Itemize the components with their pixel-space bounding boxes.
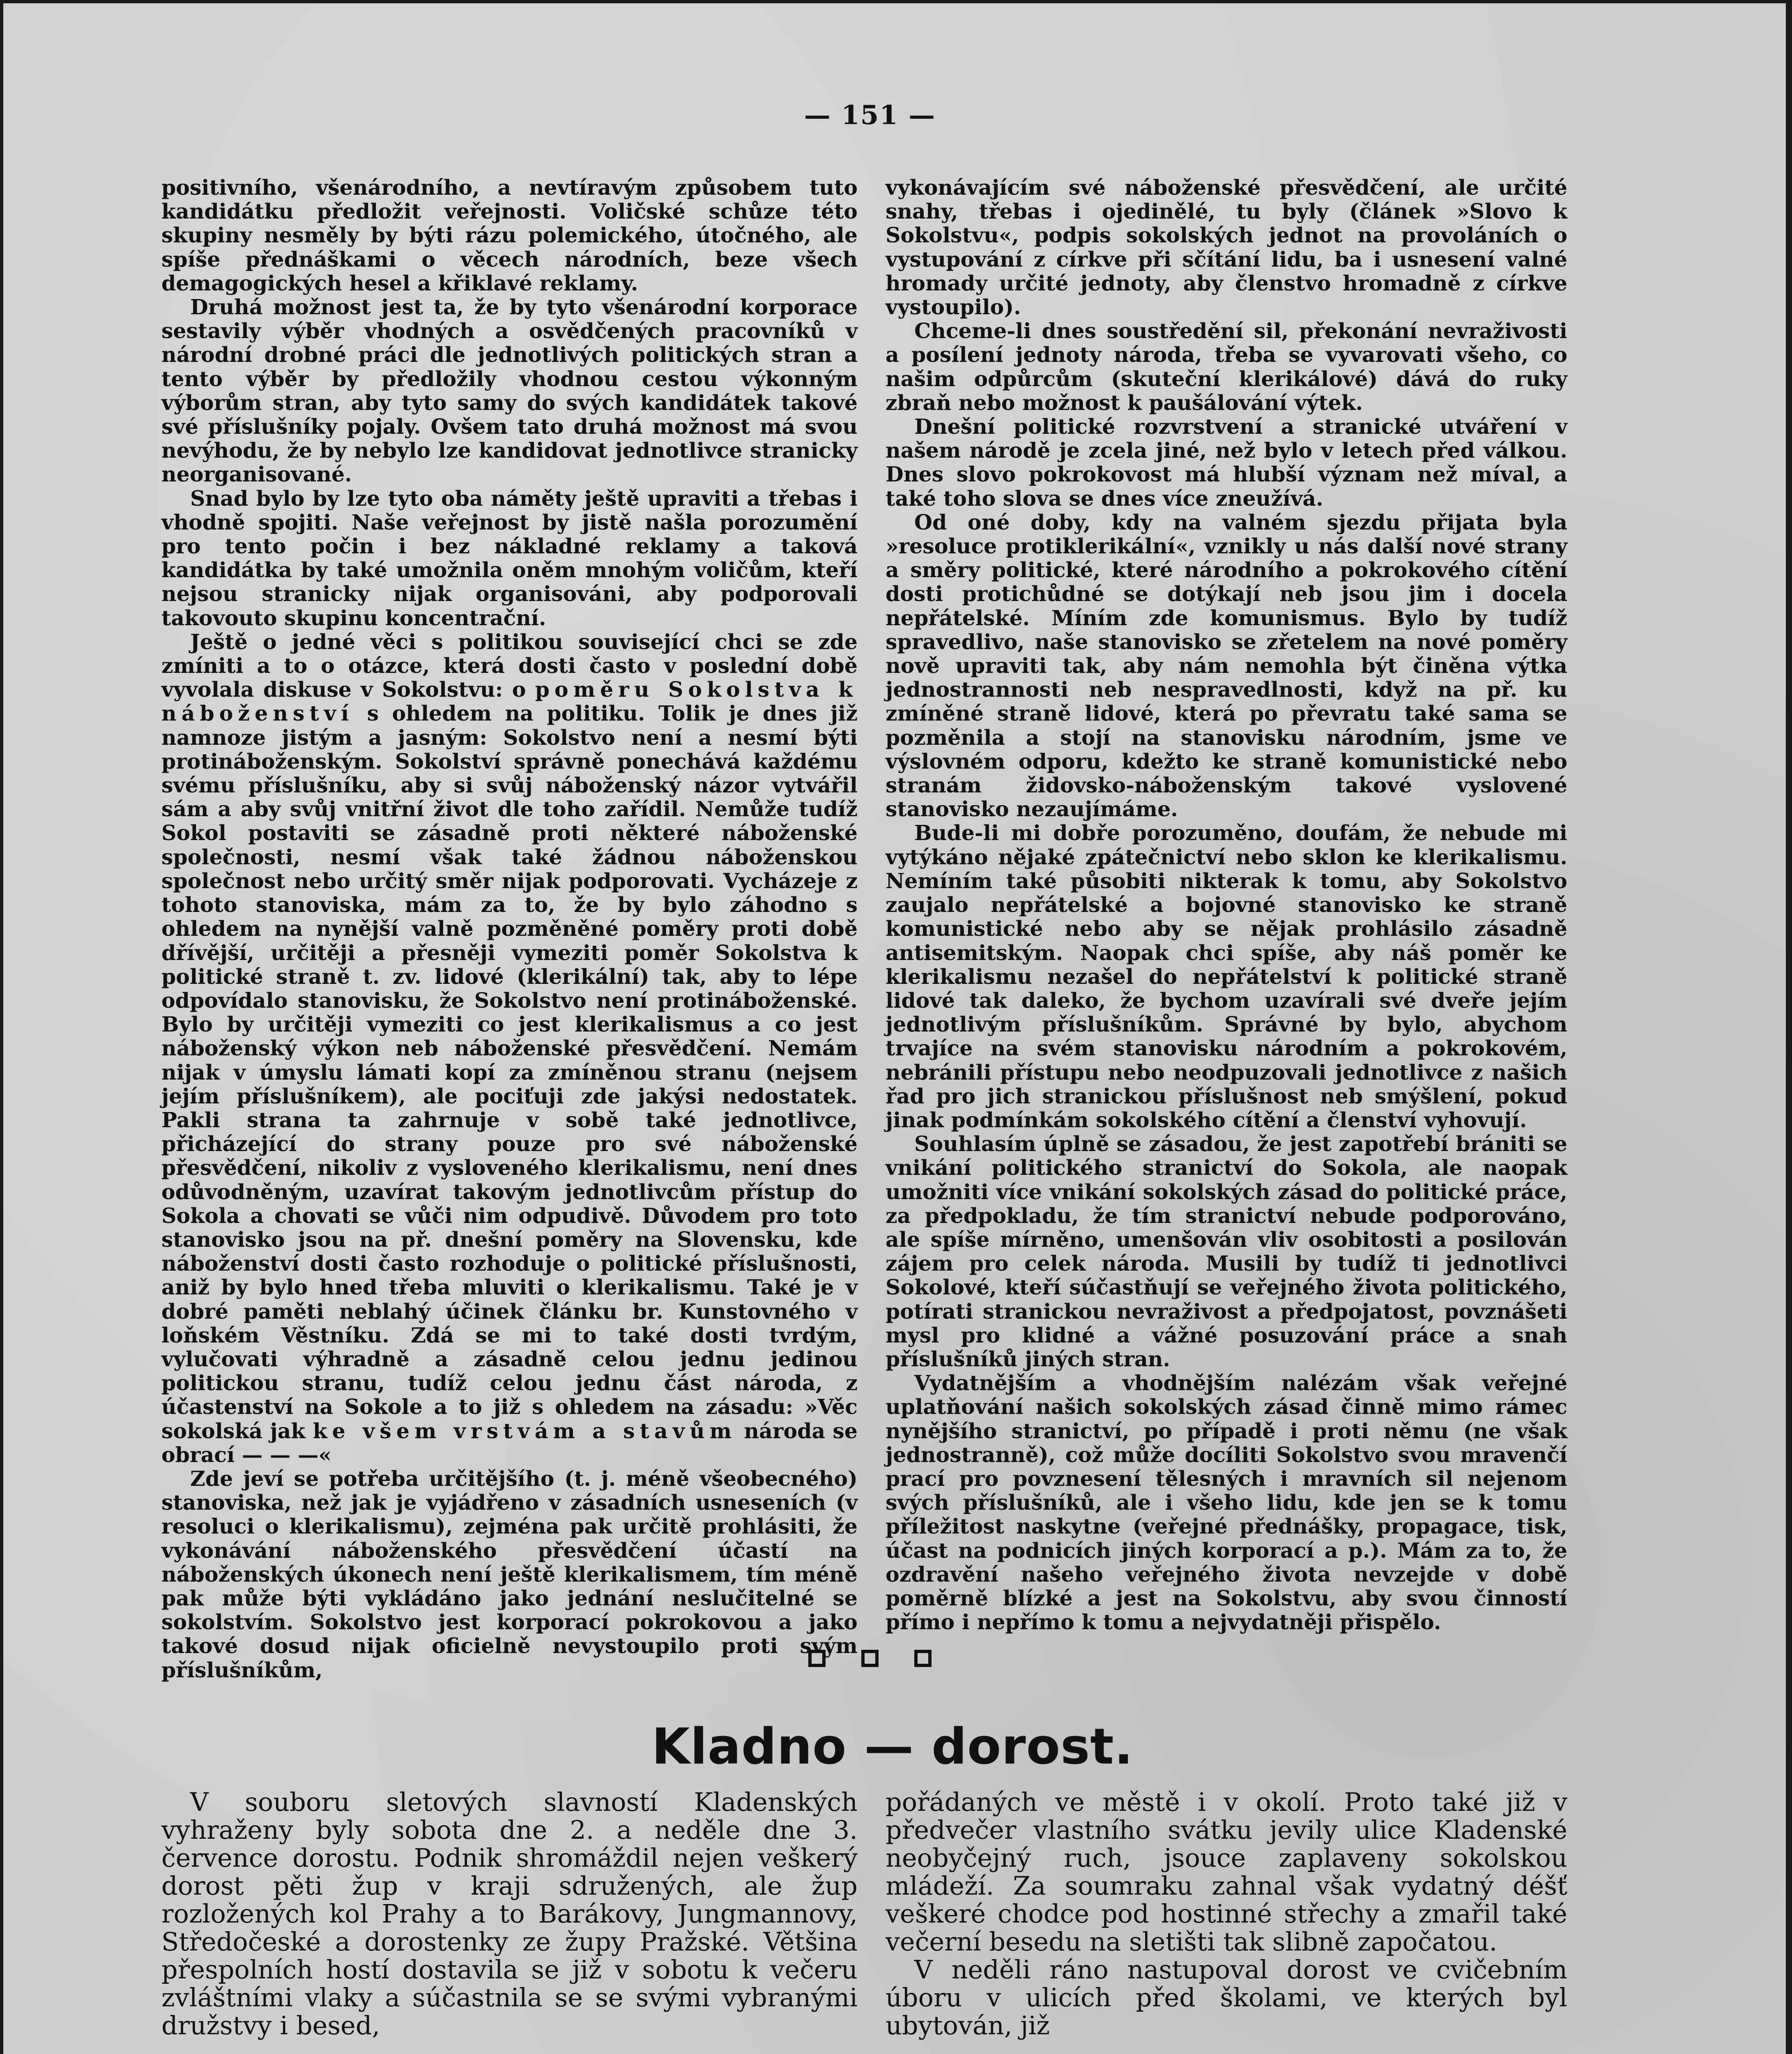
paragraph: vykonávajícím své náboženské přesvědčení, ale určité snahy, třebas i ojedinělé, tu byly (článek »Slovo k Sokolstvu«, podpis sokolských jednot na provoláních o vystupování z církve při sčítání lidu, ba i usnesení valné hromady určité jednoty, aby členstvo hromadně z církve vystoupilo).	[886, 175, 1567, 320]
page-number: — 151 —	[804, 100, 936, 131]
text-run: národa se obrací — — —«	[161, 1418, 858, 1467]
paragraph: Chceme-li dnes soustředění sil, překonání nevraživosti a posílení jednoty národa, třeba se vyvarovati všeho, co našim odpůrcům (skuteční klerikálové) dává do ruky zbraň nebo možnost k paušálování výtek.	[886, 319, 1567, 415]
paragraph: V neděli ráno nastupoval dorost ve cvičebním úboru v ulicích před školami, ve kterých byl ubytován, již	[886, 1955, 1567, 2040]
article-left-column	[161, 1788, 858, 2040]
right-column	[886, 176, 1567, 1634]
left-column	[161, 176, 858, 1682]
square-ornament-icon	[861, 1650, 879, 1667]
paragraph: V souboru sletových slavností Kladenských vyhraženy byly sobota dne 2. a neděle dne 3. července dorostu. Podnik shromáždil nejen veškerý dorost pěti žup v kraji sdružených, ale žup rozložených kol Prahy a to Barákovy, Jungmannovy, Středočeské a dorostenky ze župy Pražské. Většina přespolních hostí dostavila se již v sobotu k večeru zvláštními vlaky a súčastnila se se svými vybranými družstvy i besed,	[161, 1787, 858, 2040]
paragraph: positivního, všenárodního, a nevtíravým způsobem tuto kandidátku předložit veřejnosti. Voličské schůze této skupiny nesměly by býti rázu polemického, útočného, ale spíše přednáškami o věcech národních, beze všech demagogických hesel a křiklavé reklamy.	[161, 175, 858, 295]
text-run: Ještě o jedné věci s politikou související chci se zde zmíniti a to o otázce, která dosti často v poslední době vyvolala diskuse v Sokolstvu: o	[161, 629, 858, 702]
paragraph: Bude-li mi dobře porozuměno, doufám, že nebude mi vytýkáno nějaké zpátečnictví nebo sklon ke klerikalismu. Nemíním také působiti nikterak k tomu, aby Sokolstvo zaujalo nepřátelské a bojovné stanovisko ke straně komunistické nebo aby se nějak prohlásilo zásadně antisemitským. Naopak chci spíše, aby náš poměr ke klerikalismu nezašel do nepřátelství k politické straně lidové tak daleko, že bychom uzavírali své dveře jejím jednotlivým příslušníkům. Správné by bylo, abychom trvajíce na svém stanovisku národním a pokrokovém, nebránili přístupu nebo neodpuzovali jednotlivce z našich řad pro jich stranickou příslušnost neb smýšlení, pokud jinak podmínkám sokolského cítění a členství vyhovují.	[886, 821, 1567, 1132]
paragraph: Vydatnějším a vhodnějším nalézám však veřejné uplatňování našich sokolských zásad činně mimo rámec nynějšího stranictví, po případě i proti němu (ne však jednostranně), což může docíliti Sokolstvo svou mravenčí prací pro povznesení tělesných i mravních sil nejenom svých příslušníků, ale i všeho lidu, kde jen se k tomu příležitost naskytne (veřejné přednášky, propagace, tisk, účast na podnicích jiných korporací a p.). Mám za to, že ozdravění našeho veřejného života nevzejde v době poměrně blízké a jest na Sokolstvu, aby svou činností přímo i nepřímo k tomu a nejvydatněji přispělo.	[886, 1371, 1567, 1635]
paragraph: Dnešní politické rozvrstvení a stranické utváření v našem národě je zcela jiné, než bylo v letech před válkou. Dnes slovo pokrokovost má hlubší význam než míval, a také toho slova se dnes více zneužívá.	[886, 414, 1567, 511]
square-ornament-icon	[808, 1650, 826, 1667]
paragraph: Snad bylo by lze tyto oba náměty ještě upraviti a třebas i vhodně spojiti. Naše veřejnost by jistě našla porozumění pro tento počin i bez nákladné reklamy a taková kandidátka by také umožnila oněm mnohým voličům, kteří nejsou stranicky nijak organisováni, aby podporovali takovouto skupinu koncentrační.	[161, 486, 858, 630]
article-title: Kladno — dorost.	[651, 1718, 1134, 1775]
paragraph: pořádaných ve městě i v okolí. Proto také již v předvečer vlastního svátku jevily ulice Kladenské neobyčejný ruch, jsouce zaplaveny sokolskou mládeží. Za soumraku zahnal však vydatný déšť veškeré chodce pod hostinné střechy a zmařil také večerní besedu na sletišti tak slibně započatou.	[886, 1787, 1567, 1957]
paragraph: Druhá možnost jest ta, že by tyto všenárodní korporace sestavily výběr vhodných a osvědčených pracovníků v národní drobné práci dle jednotlivých politických stran a tento výběr by předložily vhodnou cestou výkonným výborům stran, aby tyto samy do svých kandidátek takové své příslušníky pojaly. Ovšem tato druhá možnost má svou nevýhodu, že by nebylo lze kandidovat jednotlivce stranicky neorganisované.	[161, 295, 858, 487]
square-ornament-icon	[914, 1650, 932, 1667]
paragraph	[161, 630, 858, 1467]
paragraph: Od oné doby, kdy na valném sjezdu přijata byla »resoluce protiklerikální«, vznikly u nás další nové strany a směry politické, které národního a pokrokového cítění dosti protichůdné se dotýkají neb jsou jim i docela nepřátelské. Míním zde komunismus. Bylo by tudíž spravedlivo, naše stanovisko se zřetelem na nové poměry nově upraviti tak, aby nám nemohla být činěna výtka jednostrannosti neb nespravedlnosti, když na př. ku zmíněné straně lidové, která po převratu také sama se pozměnila a stojí na stanovisku národním, jsme ve výslovném odporu, kdežto ke straně komunistické nebo stranám židovsko-náboženským takové vyslovené stanovisko nezaujímáme.	[886, 510, 1567, 822]
section-separator	[808, 1650, 932, 1667]
spaced-emphasis: ke všem vrstvám a stavům	[313, 1418, 737, 1443]
spaced-emphasis: poměru Sokolstva k náboženství	[161, 677, 858, 726]
article-right-column	[886, 1788, 1567, 2040]
newspaper-page	[3, 3, 1786, 2054]
text-run: s ohledem na politiku. Tolik je dnes již namnoze jistým a jasným: Sokolstvo není a nesmí býti protináboženským. Sokolství správně ponechává každému svému příslušníku, aby si svůj náboženský názor vytvářil sám a aby svůj vnitřní život dle toho zařídil. Nemůže tudíž Sokol postaviti se zásadně proti některé náboženské společnosti, nesmí však také žádnou náboženskou společnost nebo určitý směr nijak podporovati. Vycházeje z tohoto stanoviska, mám za to, že by bylo záhodno s ohledem na nynější valně pozměněné poměry proti době dřívější, určitěji a přesněji vymeziti poměr Sokolstva k politické straně t. zv. lidové (klerikální) tak, aby to lépe odpovídalo stanovisku, že Sokolstvo není protináboženské. Bylo by určitěji vymeziti co jest klerikalismus a co jest náboženský výkon neb náboženské přesvědčení. Nemám nijak v úmyslu lámati kopí za zmíněnou stranu (nejsem jejím příslušníkem), ale pociťuji zde jakýsi nedostatek. Pakli strana ta zahrnuje v sobě také jednotlivce, přicházející do strany pouze pro své náboženské přesvědčení, nikoliv z vysloveného klerikalismu, není dnes odůvodněným, uzavírat takovým jednotlivcům přístup do Sokola a chovati se vůči nim odpudivě. Důvodem pro toto stanovisko jsou na př. dnešní poměry na Slovensku, kde náboženství dosti často rozhoduje o politické příslušnosti, aniž by bylo hned třeba mluviti o klerikalismu. Také je v dobré paměti neblahý účinek článku br. Kunstovného v loňském Věstníku. Zdá se mi to také dosti tvrdým, vylučovati výhradně a zásadně celou jednu jedinou politickou stranu, tudíž celou jednu část národa, z účastenství na Sokole a to již s ohledem na zásadu: »Věc sokolská jak	[161, 701, 858, 1443]
paragraph: Zde jeví se potřeba určitějšího (t. j. méně všeobecného) stanoviska, než jak je vyjádřeno v zásadních usneseních (v resoluci o klerikalismu), zejména pak určitě prohlásiti, že vykonávání náboženského přesvědčení účastí na náboženských úkonech není ještě klerikalismem, tím méně pak může býti vykládáno jako jednání neslučitelné se sokolstvím. Sokolstvo jest korporací pokrokovou a jako takové dosud nijak oficielně nevystoupilo proti svým příslušníkům,	[161, 1466, 858, 1682]
paragraph: Souhlasím úplně se zásadou, že jest zapotřebí brániti se vnikání politického stranictví do Sokola, ale naopak umožniti více vnikání sokolských zásad do politické práce, za předpokladu, že tím stranictví nebude podporováno, ale spíše mírněno, umenšován vliv osobitosti a posilován zájem pro celek národa. Musili by tudíž ti jednotlivci Sokolové, kteří súčastňují se veřejného života politického, potírati stranickou nevraživost a předpojatost, povznášeti mysl pro klidné a vážné posuzování práce a snah příslušníků jiných stran.	[886, 1132, 1567, 1371]
